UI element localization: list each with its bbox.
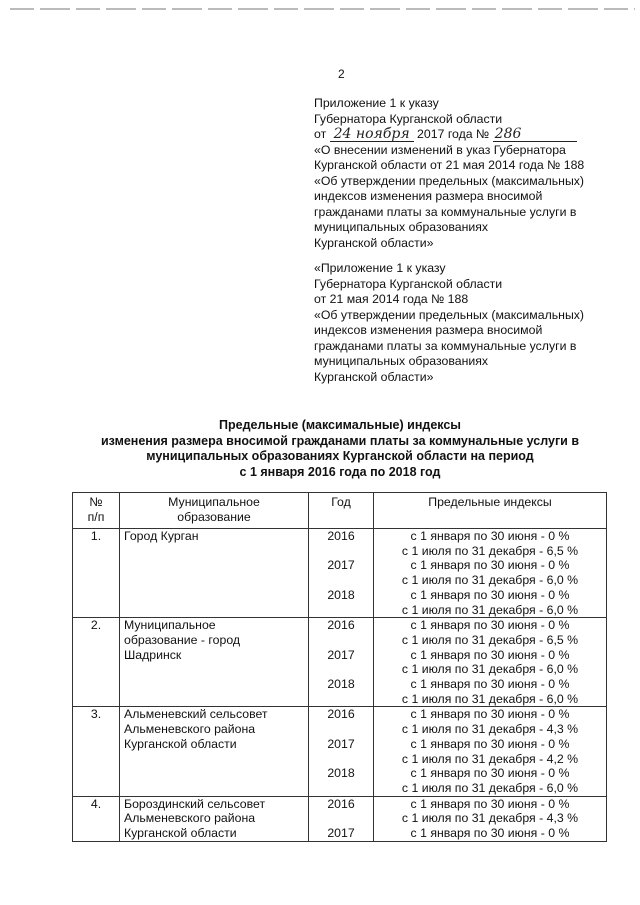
index-value: с 1 июля по 31 декабря - 4,3 %: [401, 811, 579, 826]
appendix-line: индексов изменения размера вносимой: [314, 189, 543, 203]
municipality-line: Альменевского района: [124, 811, 256, 826]
index-value: с 1 января по 30 июня - 0 %: [410, 558, 570, 573]
table-row: [73, 796, 607, 841]
appendix-line: Приложение 1 к указу: [314, 96, 439, 110]
index-value: с 1 июля по 31 декабря - 6,0 %: [401, 662, 579, 677]
row-num: 1.: [73, 529, 120, 618]
municipality-line: Курганской области: [124, 826, 237, 841]
appendix-line: муниципальных образованиях: [314, 220, 489, 234]
row-num: 4.: [73, 796, 120, 841]
index-value: с 1 января по 30 июня - 0 %: [410, 677, 570, 692]
row-indexes: [374, 707, 607, 796]
table-row: [73, 707, 607, 796]
year-value: 2017: [327, 736, 355, 751]
appendix-line: гражданами платы за коммунальные услуги в: [314, 204, 577, 219]
index-value: с 1 января по 30 июня - 0 %: [410, 707, 570, 722]
appendix-header-new: [314, 96, 614, 251]
header-municipality: [120, 493, 309, 529]
municipality-line: Город Курган: [124, 529, 199, 543]
index-value: с 1 января по 30 июня - 0 %: [410, 529, 570, 543]
header-name-line: Муниципальное: [168, 495, 260, 509]
appendix-line: гражданами платы за коммунальные услуги в: [314, 338, 577, 353]
index-value: с 1 июля по 31 декабря - 6,0 %: [401, 573, 579, 588]
appendix-line: «Об утверждении предельных (максимальных): [314, 173, 585, 188]
year-value: 2016: [327, 529, 355, 543]
year-value: 2017: [327, 558, 355, 573]
municipality-line: Альменевского района: [124, 722, 256, 737]
table-header-row: [73, 493, 607, 529]
row-municipality: [120, 529, 309, 618]
index-value: с 1 июля по 31 декабря - 6,0 %: [401, 691, 579, 706]
municipality-line: Бороздинский сельсовет: [124, 796, 266, 811]
row-municipality: [120, 796, 309, 841]
handwritten-number: 286: [493, 128, 577, 142]
header-num-line: №: [89, 495, 103, 509]
header-num: [73, 493, 120, 529]
document-title: [70, 418, 610, 480]
index-value: с 1 июля по 31 декабря - 6,0 %: [401, 602, 579, 617]
date-prefix: от: [314, 127, 327, 141]
title-line: муниципальных образованиях Курганской области на период: [146, 449, 534, 463]
row-indexes: [374, 618, 607, 707]
scan-top-edge: [10, 8, 635, 10]
row-num: 3.: [73, 707, 120, 796]
row-indexes: [374, 529, 607, 618]
row-years: [309, 529, 374, 618]
index-value: с 1 января по 30 июня - 0 %: [410, 618, 570, 633]
appendix-line: Курганской области»: [314, 369, 434, 384]
municipality-line: Альменевский сельсовет: [124, 707, 268, 722]
row-num: 2.: [73, 618, 120, 707]
appendix-line: от 21 мая 2014 года № 188: [314, 292, 469, 306]
year-value: 2016: [327, 707, 355, 722]
index-value: с 1 июля по 31 декабря - 6,0 %: [401, 780, 579, 795]
date-suffix: 2017 года №: [417, 127, 490, 141]
row-municipality: [120, 618, 309, 707]
index-value: с 1 июля по 31 декабря - 4,2 %: [401, 751, 579, 766]
table-row: [73, 529, 607, 618]
year-value: 2018: [327, 677, 355, 691]
index-value: с 1 января по 30 июня - 0 %: [410, 826, 570, 841]
year-value: 2018: [327, 587, 355, 602]
page-number: 2: [338, 67, 345, 81]
header-year: Год: [309, 493, 374, 529]
handwritten-date: 24 ноября: [330, 128, 414, 142]
appendix-line: «О внесении изменений в указ Губернатора: [314, 142, 566, 157]
appendix-date-line: [314, 127, 614, 143]
appendix-header-old: [314, 261, 614, 385]
appendix-line: «Приложение 1 к указу: [314, 261, 446, 275]
row-indexes: [374, 796, 607, 841]
index-value: с 1 января по 30 июня - 0 %: [410, 796, 570, 811]
appendix-line: Курганской области от 21 мая 2014 года № 188: [314, 158, 585, 172]
municipality-line: Шадринск: [124, 647, 182, 662]
index-value: с 1 января по 30 июня - 0 %: [410, 736, 570, 751]
appendix-line: Губернатора Курганской области: [314, 276, 503, 291]
appendix-line: индексов изменения размера вносимой: [314, 323, 543, 337]
header-name-line: образование: [177, 509, 251, 524]
year-value: 2017: [327, 826, 355, 841]
indexes-table: [72, 492, 607, 842]
appendix-line: «Об утверждении предельных (максимальных): [314, 307, 585, 322]
year-value: 2018: [327, 766, 355, 781]
title-line: с 1 января 2016 года по 2018 год: [239, 464, 441, 479]
header-indexes: Предельные индексы: [374, 493, 607, 529]
index-value: с 1 июля по 31 декабря - 4,3 %: [401, 722, 579, 737]
index-value: с 1 января по 30 июня - 0 %: [410, 587, 570, 602]
appendix-line: муниципальных образованиях: [314, 354, 489, 368]
municipality-line: Муниципальное: [124, 618, 216, 633]
header-num-line: п/п: [87, 509, 105, 524]
year-value: 2017: [327, 647, 355, 662]
municipality-line: Курганской области: [124, 736, 237, 751]
appendix-line: Губернатора Курганской области: [314, 111, 503, 126]
table-row: [73, 618, 607, 707]
title-line: изменения размера вносимой гражданами платы за коммунальные услуги в: [100, 433, 580, 448]
appendix-line: Курганской области»: [314, 235, 434, 250]
year-value: 2016: [327, 618, 355, 633]
title-line: Предельные (максимальные) индексы: [219, 418, 461, 432]
index-value: с 1 января по 30 июня - 0 %: [410, 647, 570, 662]
row-municipality: [120, 707, 309, 796]
row-years: [309, 618, 374, 707]
row-years: [309, 707, 374, 796]
municipality-line: образование - город: [124, 632, 241, 647]
row-years: [309, 796, 374, 841]
year-value: 2016: [327, 796, 355, 811]
index-value: с 1 июля по 31 декабря - 6,5 %: [401, 632, 579, 647]
index-value: с 1 июля по 31 декабря - 6,5 %: [401, 543, 579, 558]
index-value: с 1 января по 30 июня - 0 %: [410, 766, 570, 781]
